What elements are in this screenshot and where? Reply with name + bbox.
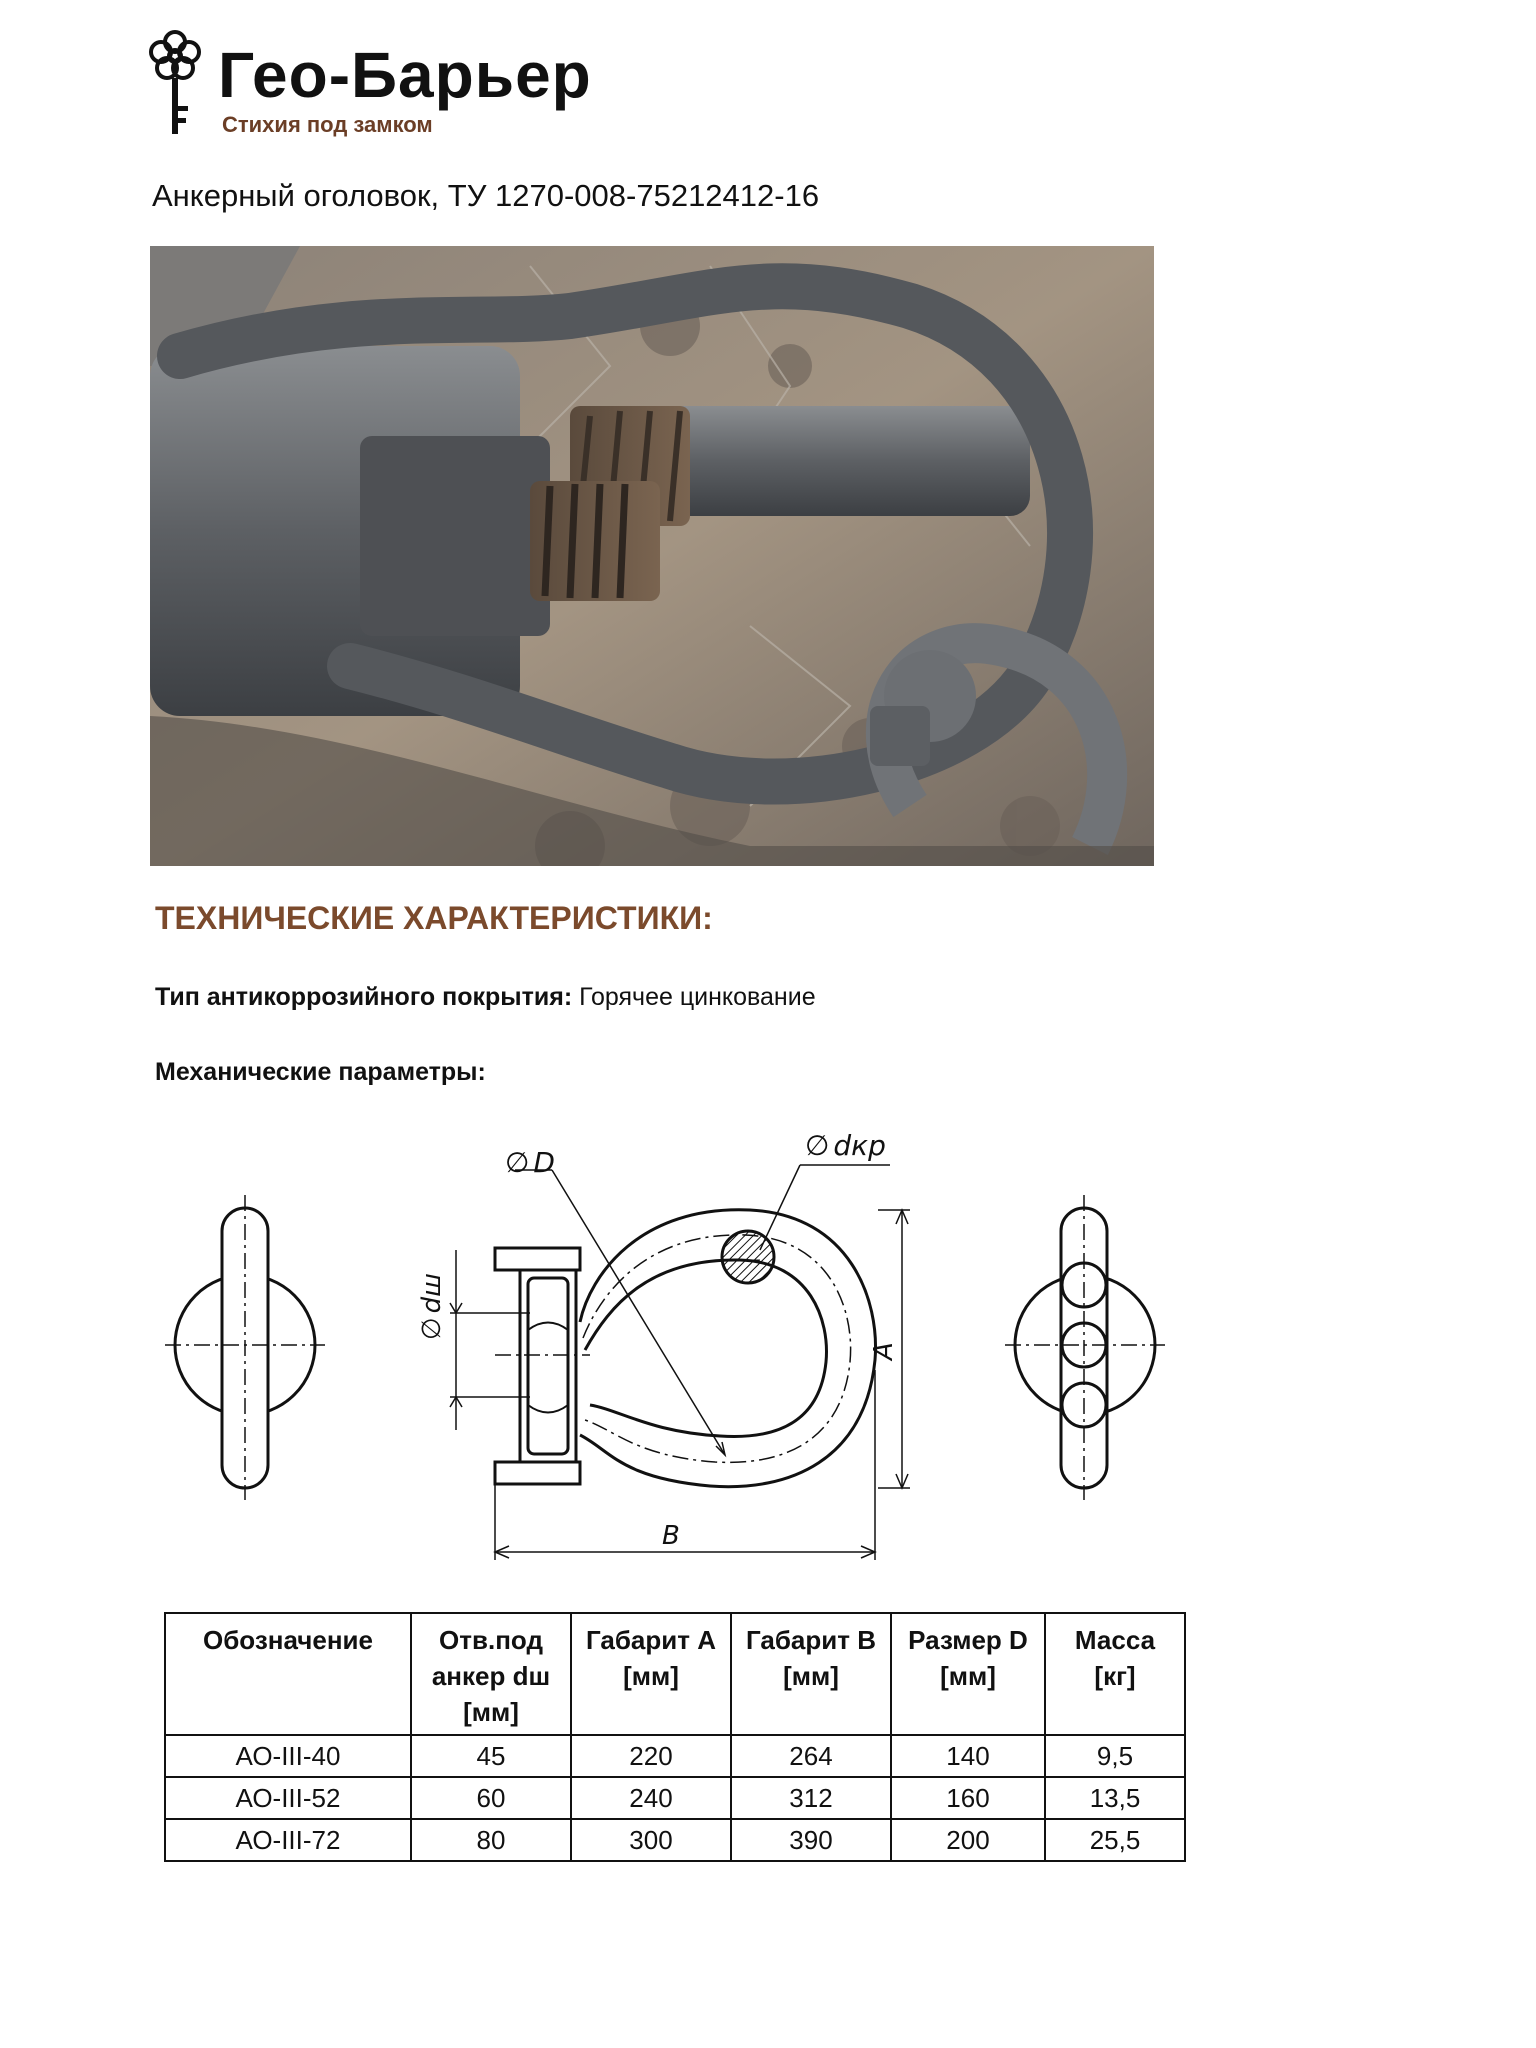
header-size-d: Размер D [мм] xyxy=(891,1613,1045,1735)
cell-mass: 13,5 xyxy=(1045,1777,1185,1819)
cell-size-a: 220 xyxy=(571,1735,731,1777)
cell-anchor-hole: 45 xyxy=(411,1735,571,1777)
cell-designation: АО-III-52 xyxy=(165,1777,411,1819)
label-dimension-a: A xyxy=(869,1342,899,1360)
header-anchor-hole: Отв.под анкер dш [мм] xyxy=(411,1613,571,1735)
cell-mass: 9,5 xyxy=(1045,1735,1185,1777)
document-title: Анкерный оголовок, ТУ 1270-008-75212412-16 xyxy=(152,178,820,213)
header-size-b: Габарит В [мм] xyxy=(731,1613,891,1735)
logo-name: Гео-Барьер xyxy=(218,39,592,111)
table-row xyxy=(165,1819,1185,1861)
label-diameter-d: ∅ D xyxy=(505,1146,555,1179)
coating-line xyxy=(155,983,816,1012)
cell-size-d: 140 xyxy=(891,1735,1045,1777)
coating-label: Тип антикоррозийного покрытия: xyxy=(155,983,573,1011)
label-diameter-dkr: ∅ dкр xyxy=(805,1129,886,1162)
front-view xyxy=(450,1165,910,1560)
technical-drawing xyxy=(150,1100,1200,1580)
label-diameter-dsh: ∅dш xyxy=(417,1273,447,1340)
key-flower-icon xyxy=(140,28,210,138)
cell-size-b: 312 xyxy=(731,1777,891,1819)
header-size-a: Габарит А [мм] xyxy=(571,1613,731,1735)
table-row xyxy=(165,1735,1185,1777)
cell-size-b: 264 xyxy=(731,1735,891,1777)
logo-slogan: Стихия под замком xyxy=(222,112,433,137)
header-designation: Обозначение xyxy=(165,1613,411,1735)
cell-size-b: 390 xyxy=(731,1819,891,1861)
cell-mass: 25,5 xyxy=(1045,1819,1185,1861)
cell-size-d: 160 xyxy=(891,1777,1045,1819)
specifications-table xyxy=(164,1612,1186,1862)
table-header-row xyxy=(165,1613,1185,1735)
cell-designation: АО-III-72 xyxy=(165,1819,411,1861)
cell-anchor-hole: 80 xyxy=(411,1819,571,1861)
section-heading: ТЕХНИЧЕСКИЕ ХАРАКТЕРИСТИКИ: xyxy=(155,900,713,936)
cell-anchor-hole: 60 xyxy=(411,1777,571,1819)
header-mass: Масса [кг] xyxy=(1045,1613,1185,1735)
coating-value: Горячее цинкование xyxy=(579,983,816,1011)
table-row xyxy=(165,1777,1185,1819)
company-logo xyxy=(140,28,600,138)
cell-size-a: 240 xyxy=(571,1777,731,1819)
cell-designation: АО-III-40 xyxy=(165,1735,411,1777)
label-dimension-b: B xyxy=(662,1521,680,1551)
cell-size-d: 200 xyxy=(891,1819,1045,1861)
product-photo xyxy=(150,246,1154,866)
side-view-right xyxy=(1005,1195,1165,1500)
cell-size-a: 300 xyxy=(571,1819,731,1861)
mechanical-params-label: Механические параметры: xyxy=(155,1058,486,1086)
side-view-left xyxy=(165,1195,325,1500)
